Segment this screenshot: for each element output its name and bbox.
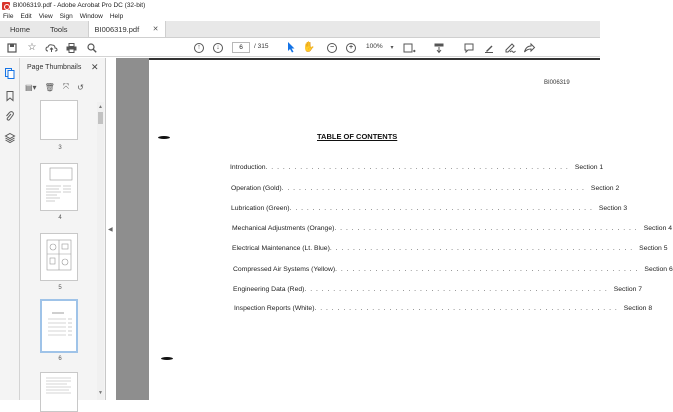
thumbnail-label: 5 (58, 285, 62, 291)
title-bar (0, 0, 600, 11)
toc-leader: . . . . . . . . . . . . . . . . . . . . . . . . . . . . . . . . . . . . . . . . . . . . . . . . . . . . . (265, 164, 569, 171)
menu-sign[interactable]: Sign (59, 12, 73, 20)
thumbnail-label: 3 (58, 145, 62, 151)
toc-entry-label: Operation (Gold) (231, 185, 282, 192)
toc-entry-label: Mechanical Adjustments (Orange) (232, 225, 335, 232)
toc-entry-section: Section 3 (598, 205, 628, 212)
scan-mark (161, 357, 173, 360)
toc-leader: . . . . . . . . . . . . . . . . . . . . . . . . . . . . . . . . . . . . . . . . . . . . . . . . . . . . . (335, 266, 639, 273)
document-viewer[interactable] (116, 58, 673, 400)
thumbnail-page-4[interactable] (40, 163, 78, 211)
thumbnail-options-icon[interactable]: ▤▾ (25, 82, 37, 92)
extract-page-icon[interactable]: ⤧ (62, 82, 70, 91)
print-icon[interactable] (65, 41, 77, 54)
tab-home[interactable]: Home (10, 24, 31, 34)
toc-entry-section: Section 6 (644, 266, 673, 273)
select-cursor-icon[interactable] (285, 41, 297, 54)
menu-help[interactable]: Help (109, 12, 124, 20)
tab-tools[interactable]: Tools (50, 24, 68, 34)
thumbnail-scrollbar[interactable] (97, 102, 104, 400)
page-fit-icon[interactable] (402, 41, 416, 54)
zoom-in-icon[interactable]: + (345, 41, 357, 54)
toc-entry (232, 245, 668, 252)
close-tab-icon[interactable]: ✕ (152, 26, 159, 33)
zoom-dropdown-icon[interactable]: ▾ (390, 45, 394, 51)
toolbar (0, 38, 600, 57)
delete-page-icon[interactable]: 🗑 (44, 82, 55, 92)
save-icon[interactable] (6, 41, 18, 54)
search-icon[interactable] (86, 41, 98, 54)
scan-mark (158, 136, 170, 139)
thumbnail-page-6[interactable] (40, 299, 78, 353)
upload-icon[interactable] (45, 41, 57, 54)
menu-bar (0, 11, 600, 21)
toc-leader: . . . . . . . . . . . . . . . . . . . . . . . . . . . . . . . . . . . . . . . . . . . . . . . . . . . . . (281, 185, 585, 192)
toc-entry (233, 266, 673, 273)
page-count: / 315 (254, 43, 269, 50)
toc-entry-section: Section 5 (639, 245, 668, 252)
thumbnail-page-5[interactable] (40, 233, 78, 281)
menu-window[interactable]: Window (79, 12, 103, 20)
panel-toolbar (25, 80, 84, 94)
scrolling-mode-icon[interactable] (433, 41, 445, 54)
tab-bar (0, 21, 600, 38)
previous-page-icon[interactable]: ↑ (193, 41, 205, 54)
toc-entry (234, 305, 653, 312)
thumbnail-label: 6 (58, 356, 62, 362)
toc-entry-label: Lubrication (Green) (231, 205, 290, 212)
toc-entry-label: Compressed Air Systems (Yellow) (233, 266, 336, 273)
menu-view[interactable]: View (38, 12, 53, 20)
toc-entry (232, 225, 673, 232)
toc-entry-label: Introduction (230, 164, 266, 171)
thumbnail-page-3[interactable] (40, 100, 78, 140)
tab-document-label: BI006319.pdf (94, 24, 140, 34)
toc-entry-label: Engineering Data (Red) (233, 286, 305, 293)
toc-leader: . . . . . . . . . . . . . . . . . . . . . . . . . . . . . . . . . . . . . . . . . . . . . . . . . . . . . (329, 245, 634, 252)
next-page-icon[interactable]: ↓ (212, 41, 224, 54)
thumbnail-list (20, 102, 106, 400)
page-number-input[interactable]: 6 (232, 42, 250, 53)
toc-entry (233, 286, 643, 293)
document-id: BI006319 (544, 80, 570, 86)
thumbnail-label: 4 (58, 215, 62, 221)
highlight-pen-icon[interactable] (483, 41, 495, 54)
layers-icon[interactable] (4, 132, 15, 143)
acrobat-logo-icon (2, 2, 10, 10)
toc-entry-section: Section 4 (643, 225, 673, 232)
zoom-level[interactable]: 100% (366, 43, 383, 50)
toc-entry (231, 185, 620, 192)
scroll-thumb[interactable] (98, 112, 103, 124)
rotate-page-icon[interactable]: ↺ (77, 82, 84, 92)
toc-leader: . . . . . . . . . . . . . . . . . . . . . . . . . . . . . . . . . . . . . . . . . . . . . . . . . . . . . (314, 305, 618, 312)
toc-entry-label: Inspection Reports (White) (234, 305, 315, 312)
toc-leader: . . . . . . . . . . . . . . . . . . . . . . . . . . . . . . . . . . . . . . . . . . . . . . . . . . . . . (289, 205, 593, 212)
document-page (149, 58, 673, 400)
toc-entry (230, 164, 604, 171)
share-icon[interactable] (523, 41, 535, 54)
toc-leader: . . . . . . . . . . . . . . . . . . . . . . . . . . . . . . . . . . . . . . . . . . . . . . . . . . . . . (304, 286, 608, 293)
toc-entry-section: Section 2 (590, 185, 620, 192)
tab-document[interactable] (88, 21, 166, 37)
close-panel-icon[interactable]: ✕ (91, 62, 99, 72)
toc-leader: . . . . . . . . . . . . . . . . . . . . . . . . . . . . . . . . . . . . . . . . . . . . . . . . . . . . . (334, 225, 638, 232)
left-rail (0, 58, 20, 400)
toc-entry-section: Section 7 (613, 286, 643, 293)
scroll-up-icon[interactable]: ▲ (98, 104, 103, 110)
hand-tool-icon[interactable]: ✋ (302, 42, 316, 53)
window-title: BI006319.pdf - Adobe Acrobat Pro DC (32-bit) (13, 2, 146, 9)
thumbnail-page-7[interactable] (40, 372, 78, 412)
page-thumbnails-icon[interactable] (4, 68, 15, 79)
toc-entry-section: Section 1 (574, 164, 604, 171)
bookmark-star-icon[interactable]: ☆ (27, 42, 37, 53)
page-thumbnails-panel (20, 58, 106, 400)
collapse-panel-icon[interactable]: ◀ (108, 227, 113, 233)
toc-entry-label: Electrical Maintenance (Lt. Blue) (232, 245, 330, 252)
sign-icon[interactable] (504, 41, 516, 54)
panel-title: Page Thumbnails (27, 64, 82, 71)
menu-file[interactable]: File (3, 12, 14, 20)
toc-entry-section: Section 8 (623, 305, 653, 312)
comment-icon[interactable] (463, 41, 475, 54)
toc-entry (231, 205, 628, 212)
attachments-icon[interactable] (4, 111, 15, 122)
scroll-down-icon[interactable]: ▼ (98, 390, 103, 396)
zoom-out-icon[interactable]: − (326, 41, 338, 54)
toc-title: TABLE OF CONTENTS (317, 132, 398, 141)
bookmarks-icon[interactable] (4, 90, 15, 101)
menu-edit[interactable]: Edit (20, 12, 32, 20)
